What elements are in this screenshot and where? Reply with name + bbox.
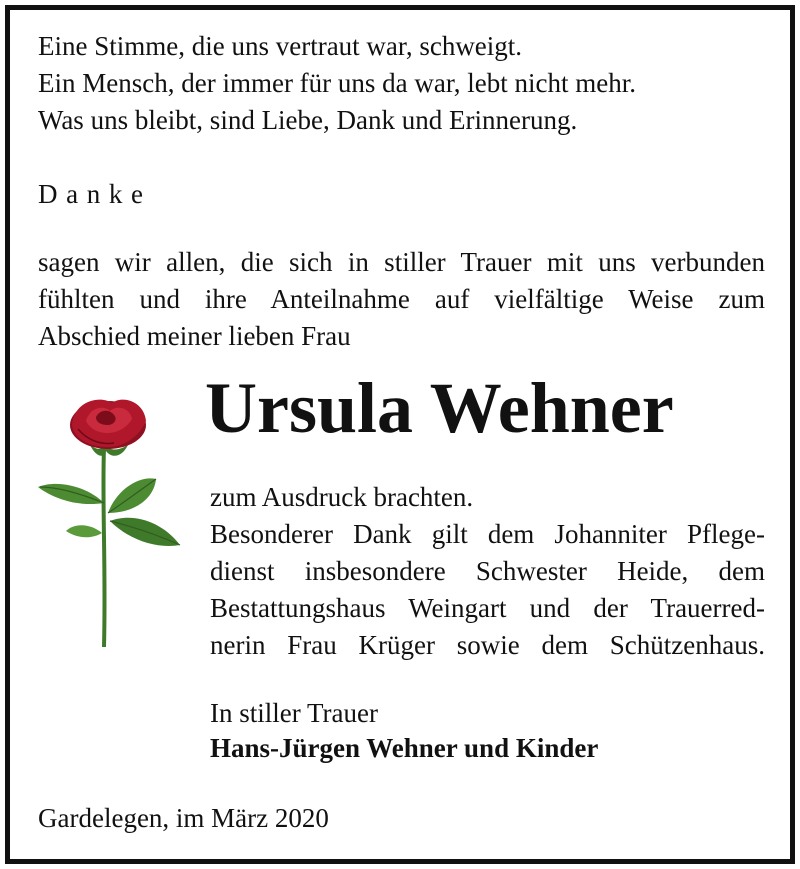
intro-line-2: fühlten und ihre Anteilnahme auf vielfältige Weise zum: [38, 284, 765, 314]
signature: Hans-Jürgen Wehner und Kinder: [210, 733, 599, 763]
thanks-word: Danke: [38, 179, 152, 209]
rose-icon: [30, 395, 195, 655]
intro-paragraph: [38, 244, 765, 355]
body-line-4: Bestattungshaus Weingart und der Trauerred-: [210, 593, 765, 623]
closing-line: In stiller Trauer: [210, 698, 378, 728]
body-line-2: Besonderer Dank gilt dem Johanniter Pflege-: [210, 519, 765, 549]
verse-line-3: Was uns bleibt, sind Liebe, Dank und Erinnerung.: [38, 105, 578, 135]
place-date: Gardelegen, im März 2020: [38, 803, 329, 833]
intro-line-3: Abschied meiner lieben Frau: [38, 321, 351, 351]
verse-line-1: Eine Stimme, die uns vertraut war, schweigt.: [38, 31, 523, 61]
body-line-3: dienst insbesondere Schwester Heide, dem: [210, 556, 765, 586]
body-paragraph: [210, 479, 765, 664]
intro-line-1: sagen wir allen, die sich in stiller Trauer mit uns verbunden: [38, 247, 765, 277]
verse: [38, 28, 636, 139]
body-line-5: nerin Frau Krüger sowie dem Schützenhaus.: [210, 630, 765, 660]
deceased-name: Ursula Wehner: [205, 368, 674, 448]
body-line-1: zum Ausdruck brachten.: [210, 482, 474, 512]
verse-line-2: Ein Mensch, der immer für uns da war, lebt nicht mehr.: [38, 68, 637, 98]
